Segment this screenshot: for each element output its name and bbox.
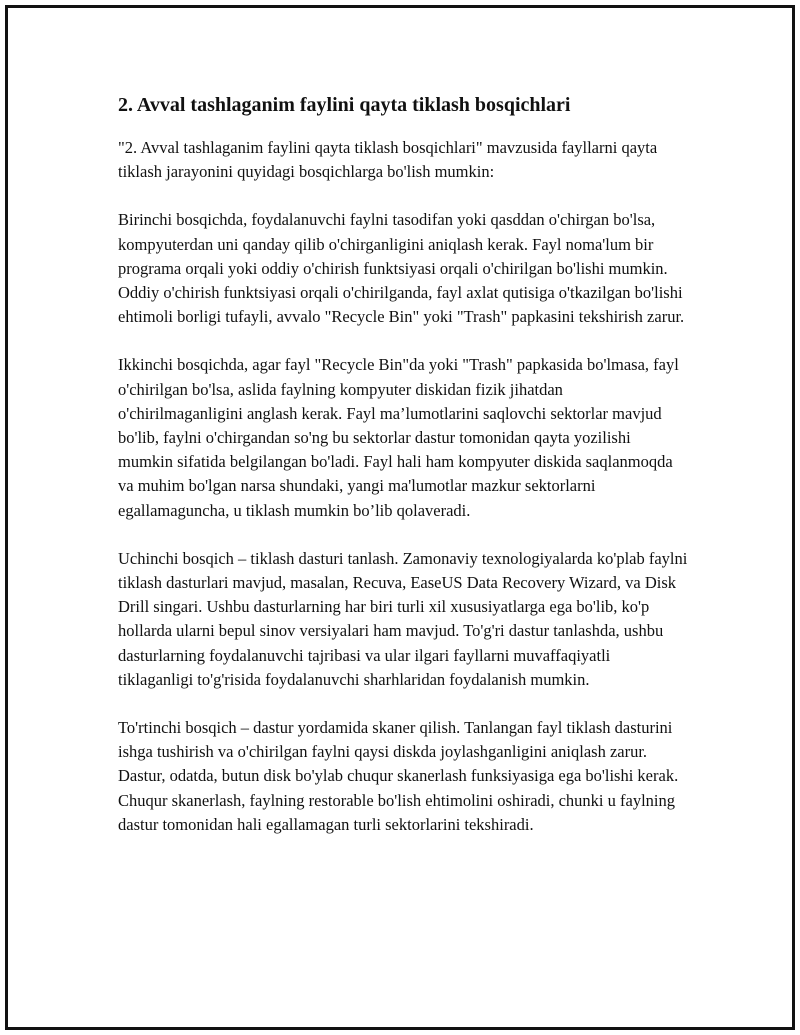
paragraph-step-2: Ikkinchi bosqichda, agar fayl "Recycle Bin"da yoki "Trash" papkasida bo'lmasa, fayl o'chirilgan bo'lsa, aslida faylning kompyuter diskidan fizik jihatdan o'chirilmaganligini anglash kerak. Fayl ma’lumotlarini saqlovchi sektorlar mavjud bo'lib, faylni o'chirgandan so'ng bu sektorlar dastur tomonidan qayta yozilishi mumkin sifatida belgilangan bo'ladi. Fayl hali ham kompyuter diskida saqlanmoqda va muhim bo'lgan narsa shundaki, yangi ma'lumotlar mazkur sektorlarni egallamaguncha, u tiklash mumkin bo’lib qolaveradi. (118, 355, 679, 520)
paragraph-step-3: Uchinchi bosqich – tiklash dasturi tanlash. Zamonaviy texnologiyalarda ko'plab faylni tiklash dasturlari mavjud, masalan, Recuva, EaseUS Data Recovery Wizard, va Disk Drill singari. Ushbu dasturlarning har biri turli xil xususiyatlarga ega bo'lib, ko'p hollarda ularni bepul sinov versiyalari ham mavjud. To'g'ri dastur tanlashda, ushbu dasturlarning foydalanuvchi tajribasi va ular ilgari fayllarni muvaffaqiyatli tiklaganligi to'g'risida foydalanuvchi sharhlaridan foydalanish mumkin. (118, 548, 688, 689)
section-heading: 2. Avval tashlaganim faylini qayta tiklash bosqichlari (118, 94, 571, 116)
paragraph-intro: "2. Avval tashlaganim faylini qayta tiklash bosqichlari" mavzusida fayllarni qayta tiklash jarayonini quyidagi bosqichlarga bo'lish mumkin: (118, 138, 658, 182)
paragraph-step-4: To'rtinchi bosqich – dastur yordamida skaner qilish. Tanlangan fayl tiklash dasturini ishga tushirish va o'chirilgan faylni qaysi diskda joylashganligini aniqlash zarur. Dastur, odatda, butun disk bo'ylab chuqur skanerlash funksiyasiga ega bo'lishi kerak. Chuqur skanerlash, faylning restorable bo'lish ehtimolini oshiradi, chunki u faylning dastur tomonidan hali egallamagan turli sektorlarini tekshiradi. (118, 718, 679, 834)
document-body (118, 92, 688, 861)
paragraph-step-1: Birinchi bosqichda, foydalanuvchi faylni tasodifan yoki qasddan o'chirgan bo'lsa, kompyuterdan uni qanday qilib o'chirganligini aniqlash kerak. Fayl noma'lum bir programa orqali yoki oddiy o'chirish funktsiyasi orqali o'chirilgan bo'lishi mumkin. Oddiy o'chirish funktsiyasi orqali o'chirilganda, fayl axlat qutisiga o'tkazilgan bo'lishi ehtimoli borligi tufayli, avvalo "Recycle Bin" yoki "Trash" papkasini tekshirish zarur. (118, 210, 685, 327)
